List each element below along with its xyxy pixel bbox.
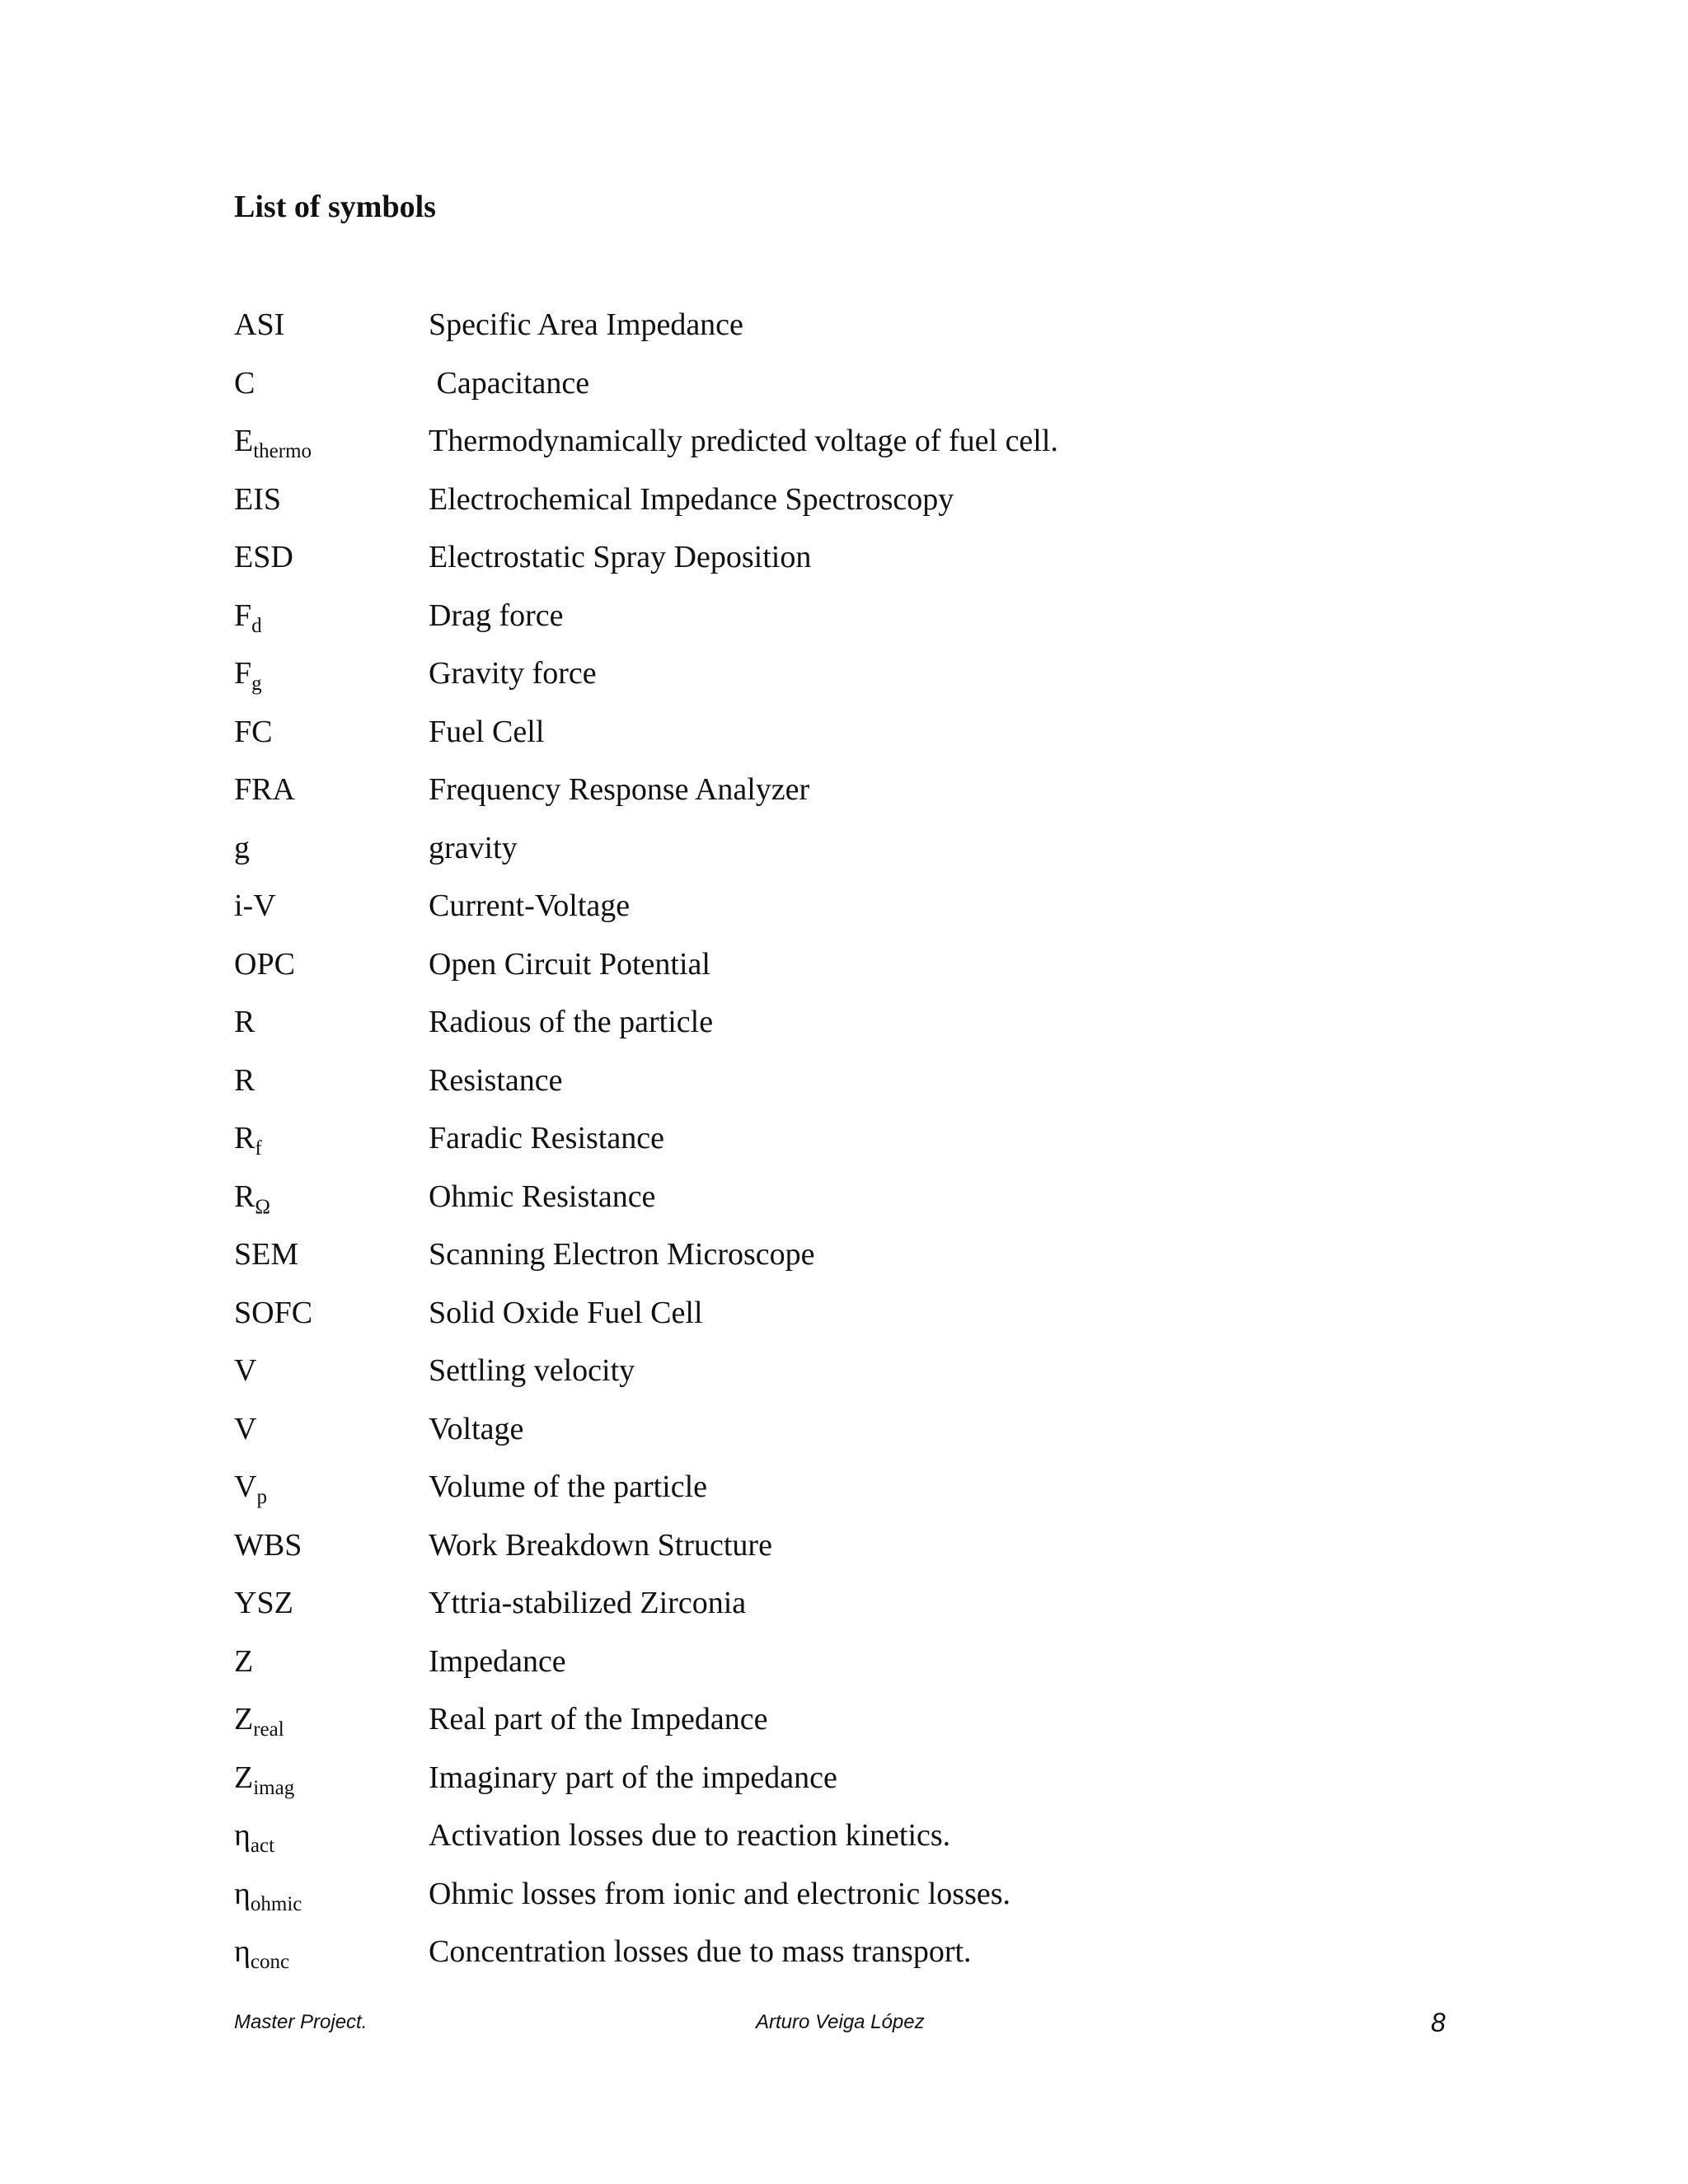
- symbol-description: Ohmic Resistance: [429, 1179, 656, 1214]
- symbol-description: Electrochemical Impedance Spectroscopy: [429, 481, 954, 517]
- symbol-abbreviation: [234, 1297, 312, 1329]
- symbol-base: η: [234, 1818, 251, 1853]
- symbol-base: WBS: [234, 1527, 302, 1563]
- symbol-description: Yttria-stabilized Zirconia: [429, 1586, 747, 1620]
- symbol-abbreviation: [234, 716, 272, 748]
- symbol-row: [234, 1704, 1470, 1762]
- symbol-base: C: [234, 365, 256, 401]
- symbol-description: Activation losses due to reaction kinetics.: [429, 1818, 951, 1853]
- symbol-description: Work Breakdown Structure: [429, 1527, 772, 1563]
- symbol-description: gravity: [429, 830, 518, 865]
- symbol-row: [234, 309, 1470, 368]
- symbol-list: [234, 309, 1470, 1994]
- symbol-description: Concentration losses due to mass transport.: [429, 1934, 972, 1969]
- symbol-row: [234, 1587, 1470, 1646]
- symbol-base: E: [234, 424, 254, 458]
- symbol-abbreviation: [234, 656, 262, 695]
- symbol-abbreviation: [234, 774, 295, 805]
- symbol-abbreviation: [234, 1469, 267, 1508]
- symbol-row: [234, 481, 1470, 542]
- symbol-row: [234, 600, 1470, 658]
- symbol-subscript: imag: [253, 1776, 295, 1799]
- symbol-description: Resistance: [429, 1062, 563, 1098]
- symbol-description: Real part of the Impedance: [429, 1702, 768, 1736]
- symbol-abbreviation: [234, 424, 312, 462]
- symbol-row: [234, 832, 1470, 891]
- symbol-description: Volume of the particle: [429, 1469, 708, 1504]
- symbol-base: Z: [234, 1643, 254, 1679]
- symbol-description: Electrostatic Spray Deposition: [429, 540, 812, 574]
- symbol-abbreviation: [234, 365, 256, 401]
- symbol-row: [234, 946, 1470, 1007]
- symbol-description: Scanning Electron Microscope: [429, 1237, 815, 1272]
- symbol-description: Drag force: [429, 598, 564, 633]
- symbol-description: Impedance: [429, 1643, 566, 1679]
- symbol-description: Capacitance: [429, 365, 590, 401]
- symbol-abbreviation: [234, 1818, 275, 1857]
- symbol-base: OPC: [234, 946, 295, 982]
- symbol-abbreviation: [234, 309, 284, 340]
- symbol-description: Frequency Response Analyzer: [429, 772, 810, 807]
- symbol-description: Voltage: [429, 1411, 524, 1446]
- symbol-description: Specific Area Impedance: [429, 307, 743, 342]
- symbol-abbreviation: [234, 1527, 302, 1563]
- symbol-abbreviation: [234, 1239, 298, 1270]
- symbol-base: g: [234, 830, 250, 865]
- symbol-row: [234, 1355, 1470, 1413]
- symbol-abbreviation: [234, 1413, 256, 1445]
- symbol-abbreviation: [234, 1643, 254, 1679]
- symbol-subscript: thermo: [253, 440, 312, 462]
- symbol-abbreviation: [234, 1355, 256, 1386]
- symbol-row: [234, 1181, 1470, 1240]
- symbol-base: YSZ: [234, 1586, 293, 1620]
- symbol-row: [234, 716, 1470, 775]
- symbol-description: Thermodynamically predicted voltage of fuel cell.: [429, 424, 1058, 458]
- symbol-abbreviation: [234, 1934, 290, 1973]
- symbol-base: Z: [234, 1702, 254, 1736]
- symbol-base: ASI: [234, 307, 285, 342]
- symbol-row: [234, 658, 1470, 716]
- symbol-row: [234, 1239, 1470, 1297]
- footer-project-label: Master Project.: [234, 2011, 368, 2033]
- symbol-row: [234, 541, 1470, 600]
- page-title: List of symbols: [234, 190, 436, 224]
- symbol-description: Imaginary part of the impedance: [429, 1760, 837, 1795]
- symbol-description: Fuel Cell: [429, 714, 545, 749]
- symbol-base: R: [234, 1005, 256, 1039]
- page-footer: [0, 2008, 1688, 2041]
- symbol-row: [234, 365, 1470, 426]
- symbol-base: ESD: [234, 540, 293, 574]
- symbol-base: FC: [234, 714, 273, 749]
- symbol-row: [234, 1643, 1470, 1704]
- symbol-row: [234, 1062, 1470, 1123]
- symbol-base: V: [234, 1469, 257, 1504]
- symbol-abbreviation: [234, 1062, 256, 1098]
- symbol-description: Faradic Resistance: [429, 1121, 664, 1155]
- symbol-subscript: p: [256, 1486, 267, 1508]
- symbol-subscript: ohmic: [250, 1892, 302, 1915]
- symbol-abbreviation: [234, 1179, 270, 1218]
- symbol-description: Radious of the particle: [429, 1005, 714, 1039]
- symbol-abbreviation: [234, 598, 262, 637]
- symbol-abbreviation: [234, 946, 295, 982]
- symbol-abbreviation: [234, 1006, 255, 1038]
- symbol-description: Gravity force: [429, 656, 597, 691]
- footer-author: Arturo Veiga López: [756, 2011, 925, 2033]
- symbol-row: [234, 774, 1470, 832]
- symbol-base: R: [234, 1121, 256, 1155]
- symbol-subscript: conc: [250, 1951, 290, 1973]
- symbol-base: SEM: [234, 1237, 299, 1272]
- symbol-row: [234, 1006, 1470, 1065]
- symbol-abbreviation: [234, 1760, 295, 1799]
- symbol-description: Ohmic losses from ionic and electronic losses.: [429, 1876, 1011, 1911]
- symbol-row: [234, 1527, 1470, 1588]
- symbol-subscript: act: [250, 1835, 275, 1857]
- symbol-base: R: [234, 1179, 256, 1214]
- symbol-abbreviation: [234, 1876, 302, 1915]
- symbol-subscript: f: [255, 1137, 262, 1160]
- symbol-subscript: real: [253, 1718, 284, 1741]
- symbol-description: Open Circuit Potential: [429, 946, 710, 982]
- symbol-subscript: d: [251, 614, 262, 637]
- symbol-row: [234, 425, 1470, 484]
- symbol-description: Settling velocity: [429, 1353, 635, 1388]
- symbol-abbreviation: [234, 541, 293, 573]
- symbol-base: R: [234, 1062, 256, 1098]
- symbol-row: [234, 1122, 1470, 1181]
- symbol-row: [234, 1820, 1470, 1878]
- symbol-row: [234, 890, 1470, 949]
- symbol-base: F: [234, 656, 252, 691]
- symbol-description: Current-Voltage: [429, 888, 631, 923]
- symbol-abbreviation: [234, 1121, 262, 1160]
- symbol-base: η: [234, 1876, 251, 1911]
- symbol-abbreviation: [234, 1702, 284, 1741]
- symbol-base: FRA: [234, 772, 295, 807]
- symbol-row: [234, 1297, 1470, 1356]
- symbol-subscript: Ω: [255, 1195, 270, 1218]
- page-number: 8: [1431, 2008, 1446, 2037]
- symbol-base: EIS: [234, 481, 281, 517]
- symbol-subscript: g: [251, 673, 262, 695]
- symbol-abbreviation: [234, 890, 276, 921]
- symbol-row: [234, 1878, 1470, 1937]
- symbol-description: Solid Oxide Fuel Cell: [429, 1295, 703, 1330]
- symbol-row: [234, 1762, 1470, 1821]
- symbol-row: [234, 1936, 1470, 1994]
- symbol-row: [234, 1471, 1470, 1530]
- symbol-base: SOFC: [234, 1295, 313, 1330]
- symbol-base: V: [234, 1411, 257, 1446]
- symbol-base: V: [234, 1353, 257, 1388]
- symbol-abbreviation: [234, 1587, 293, 1619]
- symbol-abbreviation: [234, 832, 250, 864]
- symbol-base: F: [234, 598, 252, 633]
- symbol-base: i-V: [234, 888, 276, 923]
- symbol-row: [234, 1413, 1470, 1472]
- symbol-base: η: [234, 1934, 251, 1969]
- symbol-base: Z: [234, 1760, 254, 1795]
- symbol-abbreviation: [234, 481, 281, 517]
